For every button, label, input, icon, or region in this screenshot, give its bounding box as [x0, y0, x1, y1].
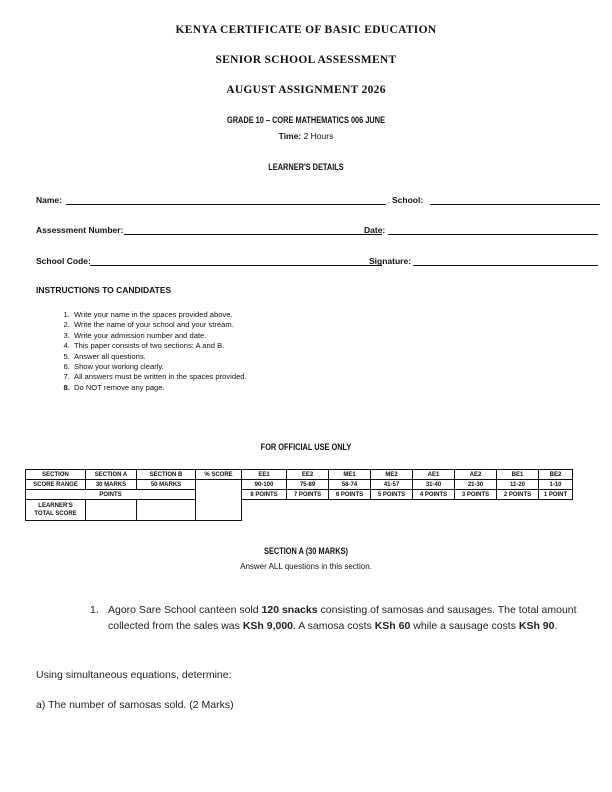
instruction-prompt: Using simultaneous equations, determine: [36, 669, 232, 681]
section-a-subtitle: Answer ALL questions in this section. [240, 562, 372, 571]
learner-details-title: LEARNER'S DETAILS [268, 162, 344, 172]
table-cell: 50 MARKS [137, 480, 196, 490]
table-cell: SCORE RANGE [26, 480, 86, 490]
table-cell: 7 POINTS [287, 490, 329, 500]
name-label: Name: [36, 195, 62, 205]
table-cell: 1 POINT [539, 490, 573, 500]
table-cell: 75-89 [287, 480, 329, 490]
table-cell [242, 500, 573, 521]
table-cell: % SCORE [196, 470, 242, 480]
date-field[interactable] [388, 234, 598, 235]
school-label: School: [392, 195, 424, 205]
table-cell: AE1 [413, 470, 455, 480]
table-cell: 90-100 [242, 480, 287, 490]
table-cell: 30 MARKS [86, 480, 137, 490]
table-cell: 5 POINTS [371, 490, 413, 500]
table-cell: SECTION [26, 470, 86, 480]
table-cell: ME1 [329, 470, 371, 480]
table-cell: 11-20 [497, 480, 539, 490]
table-cell: 31-40 [413, 480, 455, 490]
question-number: 1. [90, 604, 99, 616]
time-value: 2 Hours [303, 131, 334, 141]
table-cell: 2 POINTS [497, 490, 539, 500]
assessment-title: SENIOR SCHOOL ASSESSMENT [215, 54, 397, 66]
school-code-label: School Code: [36, 256, 91, 266]
signature-field[interactable] [413, 265, 598, 266]
table-cell: SECTION A [86, 470, 137, 480]
table-cell: 21-30 [455, 480, 497, 490]
table-cell: 41-57 [371, 480, 413, 490]
signature-label: Signature: [369, 256, 412, 266]
table-cell: 1-10 [539, 480, 573, 490]
instructions-title: INSTRUCTIONS TO CANDIDATES [36, 285, 172, 295]
table-cell: SECTION B [137, 470, 196, 480]
table-cell: ME2 [371, 470, 413, 480]
exam-page: KENYA CERTIFICATE OF BASIC EDUCATION SENIOR SCHOOL ASSESSMENT AUGUST ASSIGNMENT 2026 GRADE 10 – CORE MATHEMATICS 006 JUNE Time: 2 Hours LEARNER'S DETAILS Name: . School: Assessment Number: Date: School Code: Signature: INSTRUCTIONS TO CANDIDATES 1. Write your name in the spaces provided above. 2. Write the name of your school and your stream. 3. Write your admission number and date. 4. This paper consists of two sections: A and B. 5. Answer all questions. 6. Show your working clearly. 7. All answers must be written in the spaces provided. 8. Do NOT remove any page. FOR OFFICIAL USE ONLY SECTION SECTION A SECTION B % SCORE EE1 EE2 ME1 ME2 AE1 AE2 BE1 BE2 SCORE RANGE 30 MARKS 50 MARKS 90-100 75-89 58-74 41-57 31-40 21-30 11-20 1-10 POINTS 8 POINTS 7 POINTS 6 POINTS 5 POINTS 4 POINTS 3 POINTS 2 POINTS 1 POINT LEARNER'S TOTAL SCORE SECTION A (30 MARKS) Answer ALL questions in this section. 1. Agoro Sare School canteen sold 120 snacks consisting of samosas and sausages. The total amount collected from the sales was KSh 9,000. A samosa costs KSh 60 while a sausage costs KSh 90. Using simultaneous equations, determine: a) The number of samosas sold. (2 Marks) [0, 0, 612, 792]
table-cell: EE2 [287, 470, 329, 480]
table-row [26, 480, 573, 490]
table-row [26, 470, 573, 480]
question-text: Agoro Sare School canteen sold 120 snacks consisting of samosas and sausages. The total amount collected from the sales was KSh 9,000. A samosa costs KSh 60 while a sausage costs KSh 90. [108, 604, 577, 632]
instruction-item: 1. Write your name in the spaces provided above. [72, 310, 247, 320]
instruction-item: 7. All answers must be written in the spaces provided. [72, 372, 247, 382]
exam-body-title: KENYA CERTIFICATE OF BASIC EDUCATION [175, 24, 437, 36]
learner-total-label: LEARNER'S TOTAL SCORE [26, 500, 86, 521]
table-cell: POINTS [26, 490, 196, 500]
table-cell: 4 POINTS [413, 490, 455, 500]
subject-line: GRADE 10 – CORE MATHEMATICS 006 JUNE [226, 115, 386, 125]
table-row [26, 500, 573, 521]
official-score-table [25, 469, 573, 521]
section-b-score-cell[interactable] [137, 500, 196, 521]
section-a-title: SECTION A (30 MARKS) [264, 546, 348, 556]
school-field[interactable] [430, 204, 600, 205]
official-use-title: FOR OFFICIAL USE ONLY [260, 442, 352, 452]
instruction-item: 6. Show your working clearly. [72, 362, 247, 372]
name-field[interactable] [66, 204, 386, 205]
instruction-item: 4. This paper consists of two sections: A and B. [72, 341, 247, 351]
table-cell: 8 POINTS [242, 490, 287, 500]
assessment-number-label: Assessment Number: [36, 225, 124, 235]
date-label: Date: [364, 225, 386, 235]
section-a-score-cell[interactable] [86, 500, 137, 521]
table-cell: 3 POINTS [455, 490, 497, 500]
table-cell: 6 POINTS [329, 490, 371, 500]
percent-score-cell[interactable] [196, 480, 242, 521]
time-line [0, 131, 612, 141]
instruction-item: 8. Do NOT remove any page. [72, 383, 247, 393]
school-code-field[interactable] [90, 265, 382, 266]
table-cell: AE2 [455, 470, 497, 480]
instruction-item: 2. Write the name of your school and your stream. [72, 320, 247, 330]
time-label: Time: [278, 131, 302, 141]
table-cell: 58-74 [329, 480, 371, 490]
instruction-item: 5. Answer all questions. [72, 352, 247, 362]
part-a-question: a) The number of samosas sold. (2 Marks) [36, 699, 234, 711]
table-row [26, 490, 573, 500]
table-cell: BE2 [539, 470, 573, 480]
table-cell: EE1 [242, 470, 287, 480]
table-cell: BE1 [497, 470, 539, 480]
instruction-item: 3. Write your admission number and date. [72, 331, 247, 341]
assessment-number-field[interactable] [124, 234, 382, 235]
assignment-title: AUGUST ASSIGNMENT 2026 [226, 84, 386, 96]
instructions-list [50, 310, 247, 393]
